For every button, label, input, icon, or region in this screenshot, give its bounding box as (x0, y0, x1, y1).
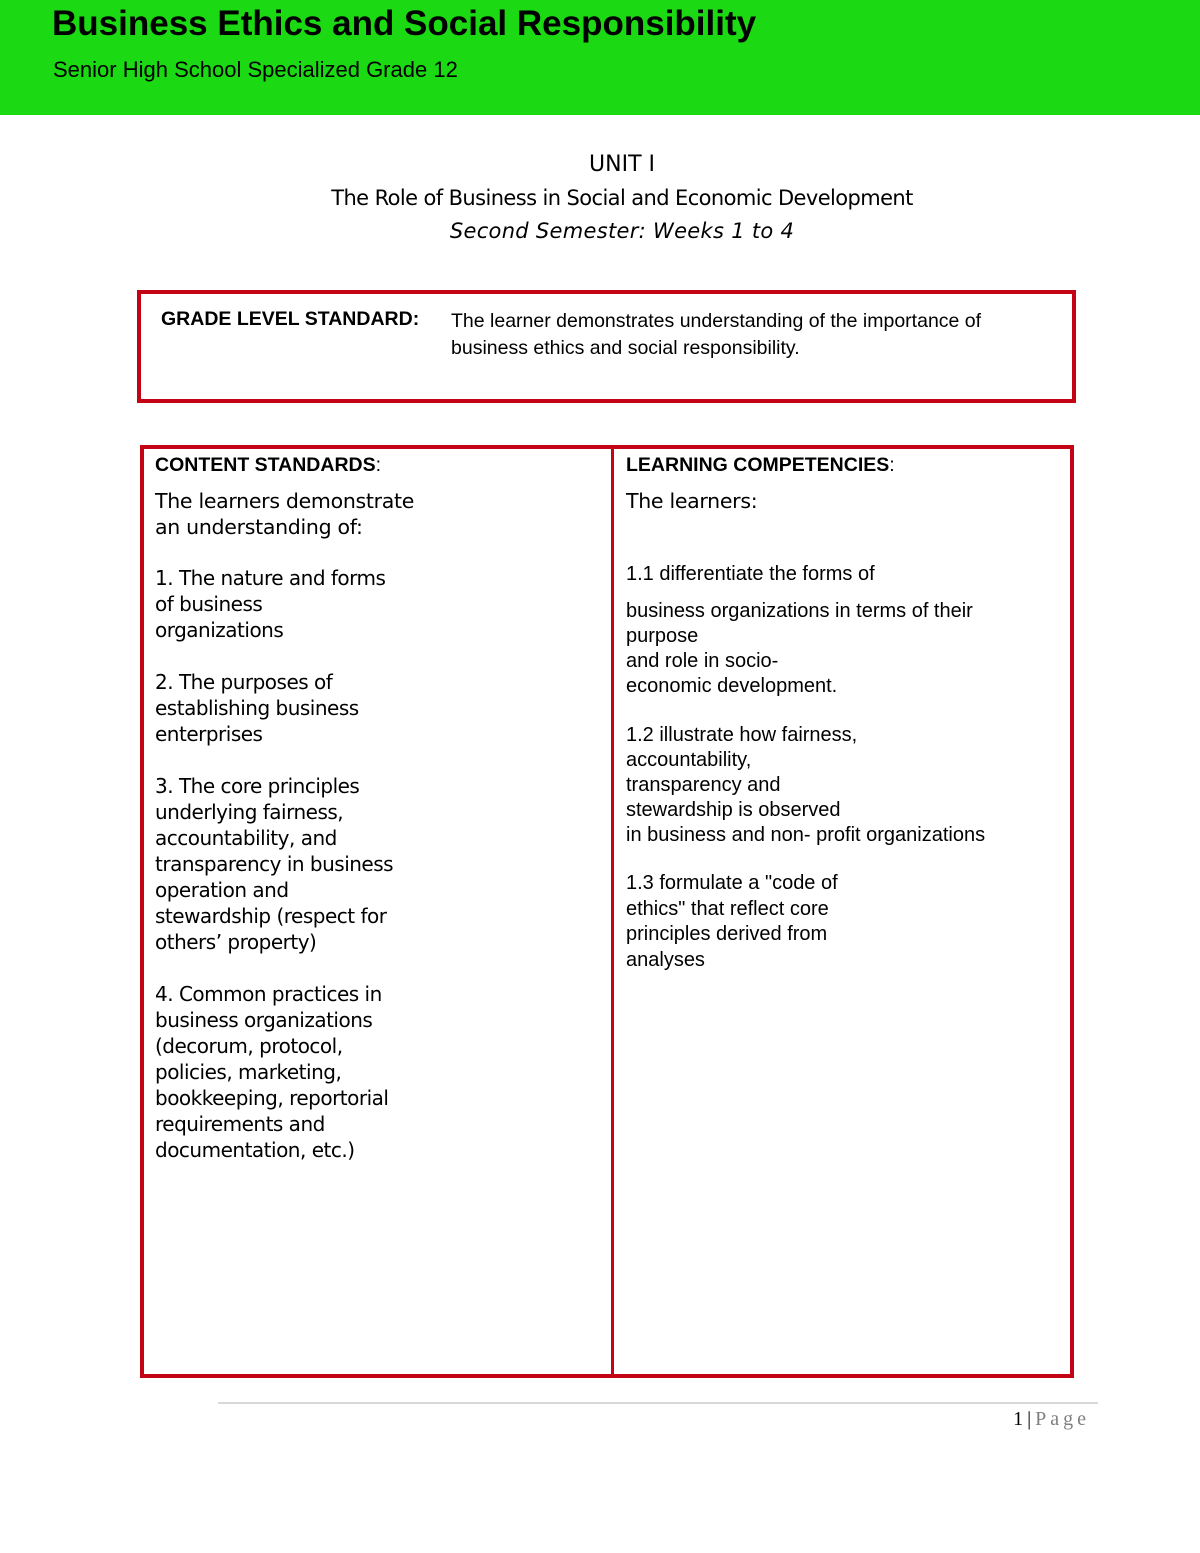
page-footer (1013, 1408, 1090, 1431)
content-standard-item: 4. Common practices in business organizations (decorum, protocol, policies, marketing, bookkeeping, reportorial requirements and documentation, etc.) (155, 982, 389, 1162)
competency-1-2-line: stewardship is observed (626, 799, 841, 821)
competency-1-1-line: purpose (626, 625, 699, 647)
content-standards-heading (155, 454, 381, 477)
content-standards-intro: The learners demonstrate an understanding of: (155, 489, 415, 539)
competency-1-2-line: in business and non- profit organizations (626, 824, 986, 846)
content-standard-item: 1. The nature and forms of business organizations (155, 566, 386, 642)
competency-1-3-line: principles derived from (626, 923, 828, 945)
content-standard-item: 2. The purposes of establishing business enterprises (155, 670, 359, 746)
competency-1-1-line: and role in socio- (626, 650, 779, 672)
competency-1-1-line: economic development. (626, 675, 838, 697)
competency-1-3-line: 1.3 formulate a "code of (626, 872, 838, 894)
competency-1-1 (626, 562, 1046, 699)
unit-period: Second Semester: Weeks 1 to 4 (449, 219, 795, 243)
competency-1-2-line: transparency and (626, 774, 781, 796)
page-number: 1 (1013, 1408, 1024, 1430)
learning-competencies-colon: : (889, 454, 895, 476)
competency-1-2-line: accountability, (626, 749, 752, 771)
standards-table (140, 445, 1074, 1378)
competency-1-2-line: 1.2 illustrate how fairness, (626, 724, 858, 746)
page-separator: | (1027, 1408, 1032, 1430)
competency-1-2 (626, 723, 1056, 848)
content-standards-colon: : (375, 454, 382, 476)
competency-1-1-lead: 1.1 differentiate the forms of (626, 563, 875, 585)
document-subtitle: Senior High School Specialized Grade 12 (53, 57, 458, 82)
unit-label: UNIT I (589, 152, 655, 177)
header-band (0, 0, 1200, 115)
content-standards-heading-text: CONTENT STANDARDS (155, 454, 376, 476)
learning-competencies-intro: The learners: (626, 489, 758, 513)
document-title: Business Ethics and Social Responsibility (52, 4, 757, 43)
grade-level-standard-box (137, 290, 1076, 403)
unit-title: The Role of Business in Social and Economic Development (331, 186, 913, 210)
footer-rule (218, 1402, 1098, 1404)
learning-competencies-heading-text: LEARNING COMPETENCIES (626, 454, 890, 476)
competency-1-1-line: business organizations in terms of their (626, 600, 973, 622)
grade-level-standard-text: The learner demonstrates understanding of the importance of business ethics and social responsibility. (451, 310, 982, 359)
competency-1-3-line: ethics" that reflect core (626, 897, 829, 920)
page-word: Page (1035, 1408, 1090, 1430)
content-standards-list (155, 565, 395, 1189)
learning-competencies-heading (626, 454, 895, 477)
grade-level-standard-label: GRADE LEVEL STANDARD: (161, 308, 420, 330)
content-standard-item: 3. The core principles underlying fairness, accountability, and transparency in business operation and stewardship (respect for others’ property) (155, 774, 394, 954)
competency-1-3-line: analyses (626, 948, 705, 971)
column-divider (611, 449, 614, 1374)
competency-1-3 (626, 871, 926, 973)
